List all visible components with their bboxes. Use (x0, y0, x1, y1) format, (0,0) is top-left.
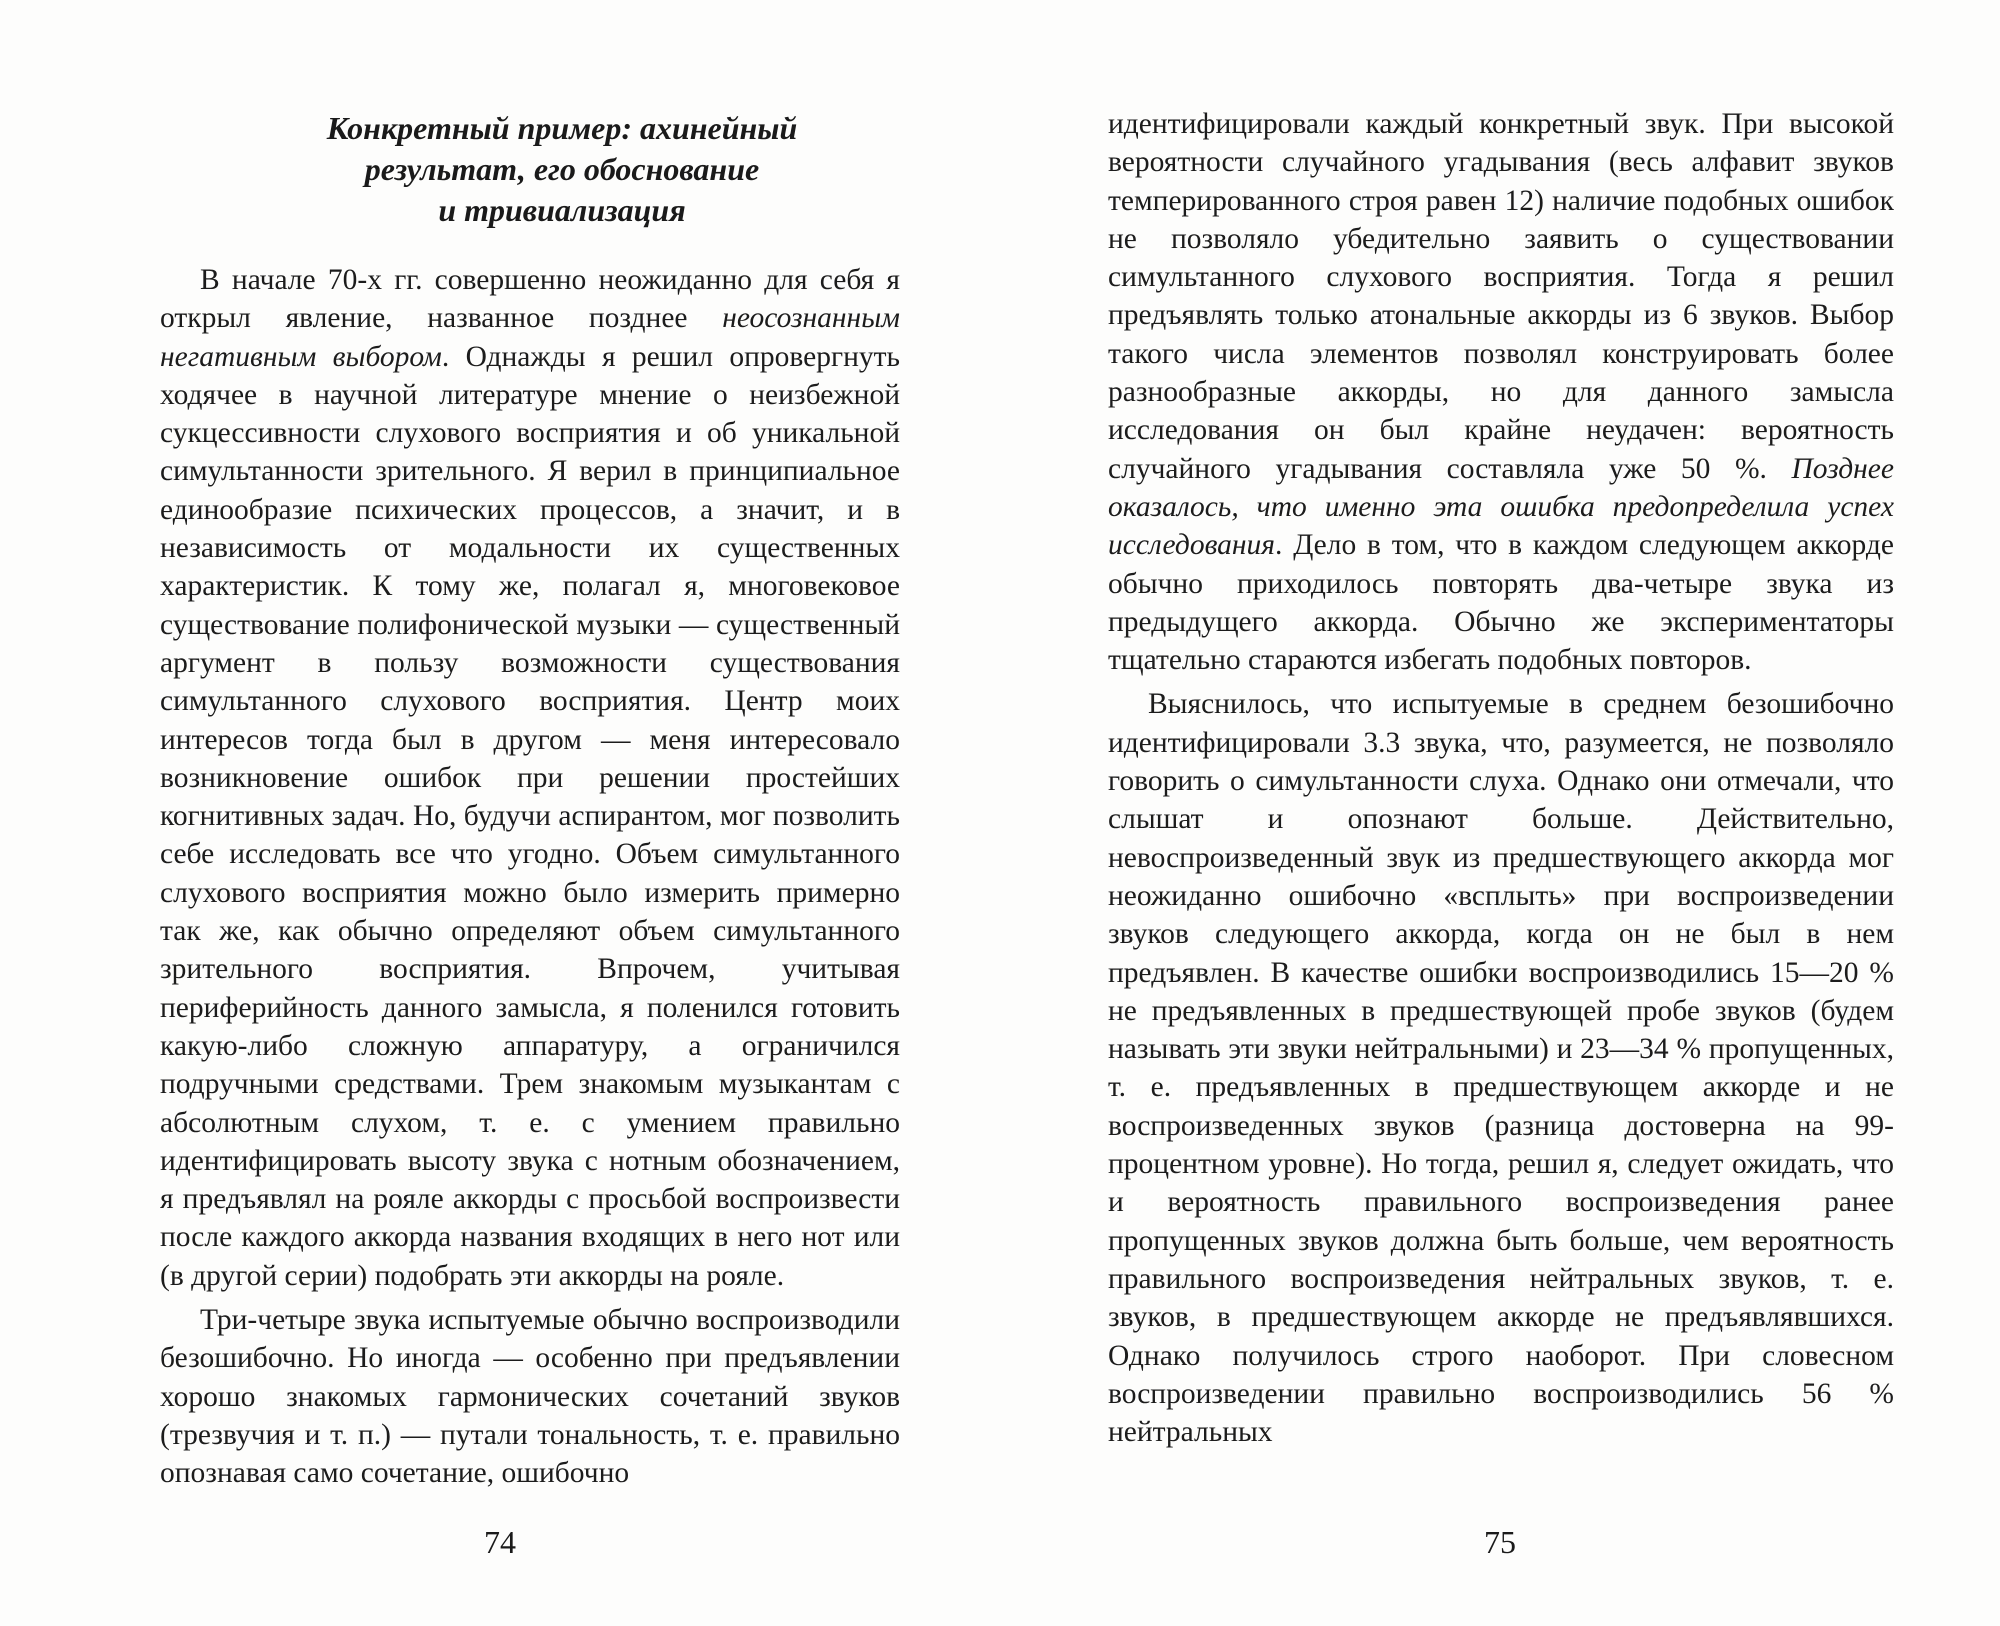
right-page-body (1108, 105, 1894, 1451)
heading-line: Конкретный пример: ахинейный (326, 110, 798, 146)
italic-term: неосознанным негативным выбором (160, 302, 900, 373)
heading-line: и тривиализация (438, 192, 686, 228)
right-page (1000, 0, 2000, 1626)
paragraph-text: . Однажды я решил опровергнуть ходячее в научной литературе мнение о неизбежной сукцессивности слухового восприятия и об уникальной симультанности зрительного. Я верил в принципиальное единообразие психических процессов, а значит, и в независимость от модальности их существенных характеристик. К тому же, полагал я, многовековое существование полифонической музыки — существенный аргумент в пользу возможности существования симультанного слухового восприятия. Центр моих интересов тогда был в другом — меня интересовало возникновение ошибок при решении простейших когнитивных задач. Но, будучи аспирантом, мог позволить себе исследовать все что угодно. Объем симультанного слухового восприятия можно было измерить примерно так же, как обычно определяют объем симультанного зрительного восприятия. Впрочем, учитывая периферийность данного замысла, я поленился готовить какую-либо сложную аппаратуру, а ограничился подручными средствами. Трем знакомым музыкантам с абсолютным слухом, т. е. с умением правильно идентифицировать высоту звука с нотным обозначением, я предъявлял на рояле аккорды с просьбой воспроизвести после каждого аккорда названия входящих в него нот или (в другой серии) подобрать эти аккорды на рояле. (160, 340, 900, 1292)
paragraph-text: идентифицировали каждый конкретный звук. При высокой вероятности случайного угадывания (весь алфавит звуков темперированного строя равен 12) наличие подобных ошибок не позволяло убедительно заявить о существовании симультанного слухового восприятия. Тогда я решил предъявлять только атональные аккорды из 6 звуков. Выбор такого числа элементов позволял конструировать более разнообразные аккорды, но для данного замысла исследования он был крайне неудачен: вероятность случайного угадывания составляла уже 50 %. (1108, 108, 1894, 485)
heading-line: результат, его обоснование (364, 151, 760, 187)
page-number: 75 (1484, 1524, 1516, 1560)
paragraph (1108, 685, 1894, 1451)
paragraph (160, 1301, 900, 1492)
left-page-body (160, 261, 900, 1493)
paragraph-text: В начале 70-х гг. совершенно неожиданно для себя я открыл явление, названное позднее (160, 264, 900, 335)
paragraph-text: Три-четыре звука испытуемые обычно воспроизводили безошибочно. Но иногда — особенно при предъявлении хорошо знакомых гармонических сочетаний звуков (трезвучия и т. п.) — путали тональность, т. е. правильно опознавая само сочетание, ошибочно (160, 1304, 900, 1490)
paragraph-text: Выяснилось, что испытуемые в среднем безошибочно идентифицировали 3.3 звука, что, разумеется, не позволяло говорить о симультанности слуха. Однако они отмечали, что слышат и опознают больше. Действительно, невоспроизведенный звук из предшествующего аккорда мог неожиданно ошибочно «всплыть» при воспроизведении звуков следующего аккорда, когда он не был в нем предъявлен. В качестве ошибки воспроизводились 15—20 % не предъявленных в предшествующей пробе звуков (будем называть эти звуки нейтральными) и 23—34 % пропущенных, т. е. предъявленных в предшествующем аккорде и не воспроизведенных звуков (разница достоверна на 99-процентном уровне). Но тогда, решил я, следует ожидать, что и вероятность правильного воспроизведения ранее пропущенных звуков должна быть больше, чем вероятность правильного воспроизведения нейтральных звуков, т. е. звуков, в предшествующем аккорде не предъявлявшихся. Однако получилось строго наоборот. При словесном воспроизведении правильно воспроизводились 56 % нейтральных (1108, 688, 1894, 1449)
paragraph (160, 261, 900, 1295)
page-number: 74 (484, 1524, 516, 1560)
section-heading (232, 108, 892, 231)
italic-sentence: Позднее оказалось, что именно эта ошибка предопределила успех исследования (1108, 452, 1894, 562)
paragraph (1108, 105, 1894, 679)
paragraph-text: . Дело в том, что в каждом следующем аккорде обычно приходилось повторять два-четыре звука из предыдущего аккорда. Обычно же экспериментаторы тщательно стараются избегать подобных повторов. (1108, 529, 1894, 677)
